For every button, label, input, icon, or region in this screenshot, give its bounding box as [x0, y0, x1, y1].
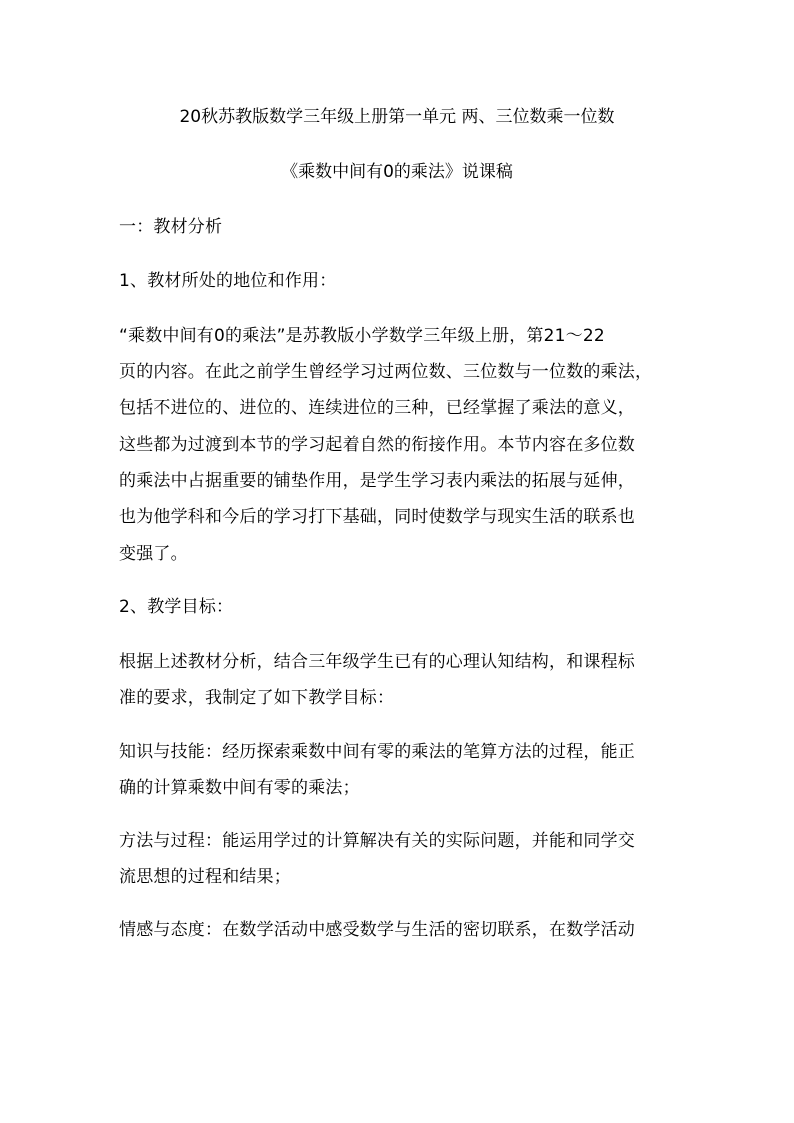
- goal-method-line: 方法与过程：能运用学过的计算解决有关的实际问题，并能和同学交: [119, 831, 635, 851]
- paragraph-line: 也为他学科和今后的学习打下基础，同时使数学与现实生活的联系也: [119, 507, 635, 527]
- goal-knowledge-line: 确的计算乘数中间有零的乘法；: [119, 778, 360, 798]
- document-title-line-2: 《乘数中间有0的乘法》说课稿: [281, 162, 513, 182]
- paragraph-line: 的乘法中占据重要的铺垫作用，是学生学习表内乘法的拓展与延伸，: [119, 471, 635, 491]
- paragraph-line: 页的内容。在此之前学生曾经学习过两位数、三位数与一位数的乘法，: [119, 362, 653, 382]
- goal-knowledge-line: 知识与技能：经历探索乘数中间有零的乘法的笔算方法的过程，能正: [119, 742, 635, 762]
- paragraph-line: 这些都为过渡到本节的学习起着自然的衔接作用。本节内容在多位数: [119, 435, 635, 455]
- paragraph-line: 准的要求，我制定了如下教学目标：: [119, 688, 395, 708]
- document-title-line-1: 20秋苏教版数学三年级上册第一单元 两、三位数乘一位数: [179, 107, 615, 127]
- goal-emotion-line: 情感与态度：在数学活动中感受数学与生活的密切联系，在数学活动: [119, 920, 635, 940]
- paragraph-line: 包括不进位的、进位的、连续进位的三种，已经掌握了乘法的意义，: [119, 398, 635, 418]
- goal-method-line: 流思想的过程和结果；: [119, 867, 291, 887]
- paragraph-line: 变强了。: [119, 544, 188, 564]
- subsection-heading-teaching-goals: 2、教学目标：: [119, 597, 234, 617]
- paragraph-line: 根据上述教材分析，结合三年级学生已有的心理认知结构，和课程标: [119, 652, 635, 672]
- subsection-heading-position-and-role: 1、教材所处的地位和作用：: [119, 271, 337, 291]
- paragraph-line: “乘数中间有0的乘法”是苏教版小学数学三年级上册，第21～22: [119, 326, 605, 346]
- section-heading-teaching-material-analysis: 一：教材分析: [119, 217, 223, 237]
